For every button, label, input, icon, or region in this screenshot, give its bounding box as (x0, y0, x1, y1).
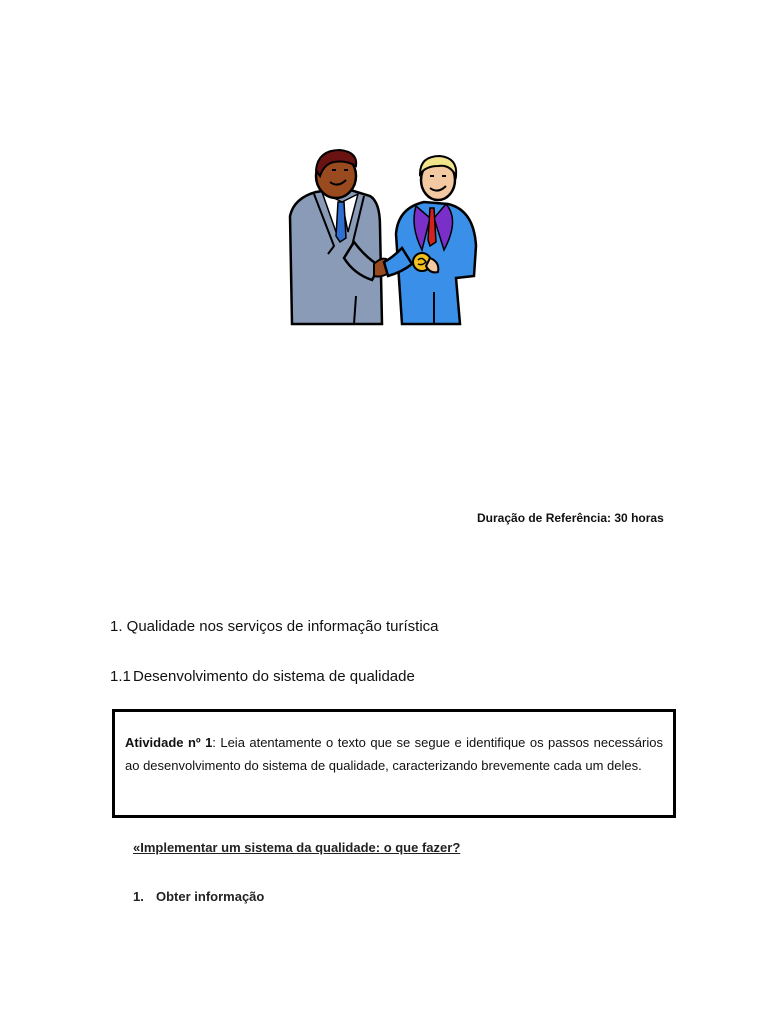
activity-label: Atividade nº 1 (125, 735, 213, 750)
section-title: Desenvolvimento do sistema de qualidade (133, 668, 415, 685)
quote-title: «Implementar um sistema da qualidade: o que fazer? (133, 840, 461, 855)
handshake-clipart-image (284, 146, 484, 326)
list-item-number: 1. (133, 889, 144, 904)
activity-text: : Leia atentamente o texto que se segue e identifique os passos necessários ao desenvolvimento do sistema de qualidade, caracterizando brevemente cada um deles. (125, 735, 663, 774)
list-item-label: Obter informação (156, 889, 265, 904)
section-heading-1-1 (110, 668, 415, 685)
reference-duration: Duração de Referência: 30 horas (477, 511, 664, 525)
activity-box (112, 709, 676, 818)
section-heading-1: 1. Qualidade nos serviços de informação turística (110, 618, 439, 635)
list-item (133, 889, 264, 904)
section-number: 1.1 (110, 668, 131, 685)
